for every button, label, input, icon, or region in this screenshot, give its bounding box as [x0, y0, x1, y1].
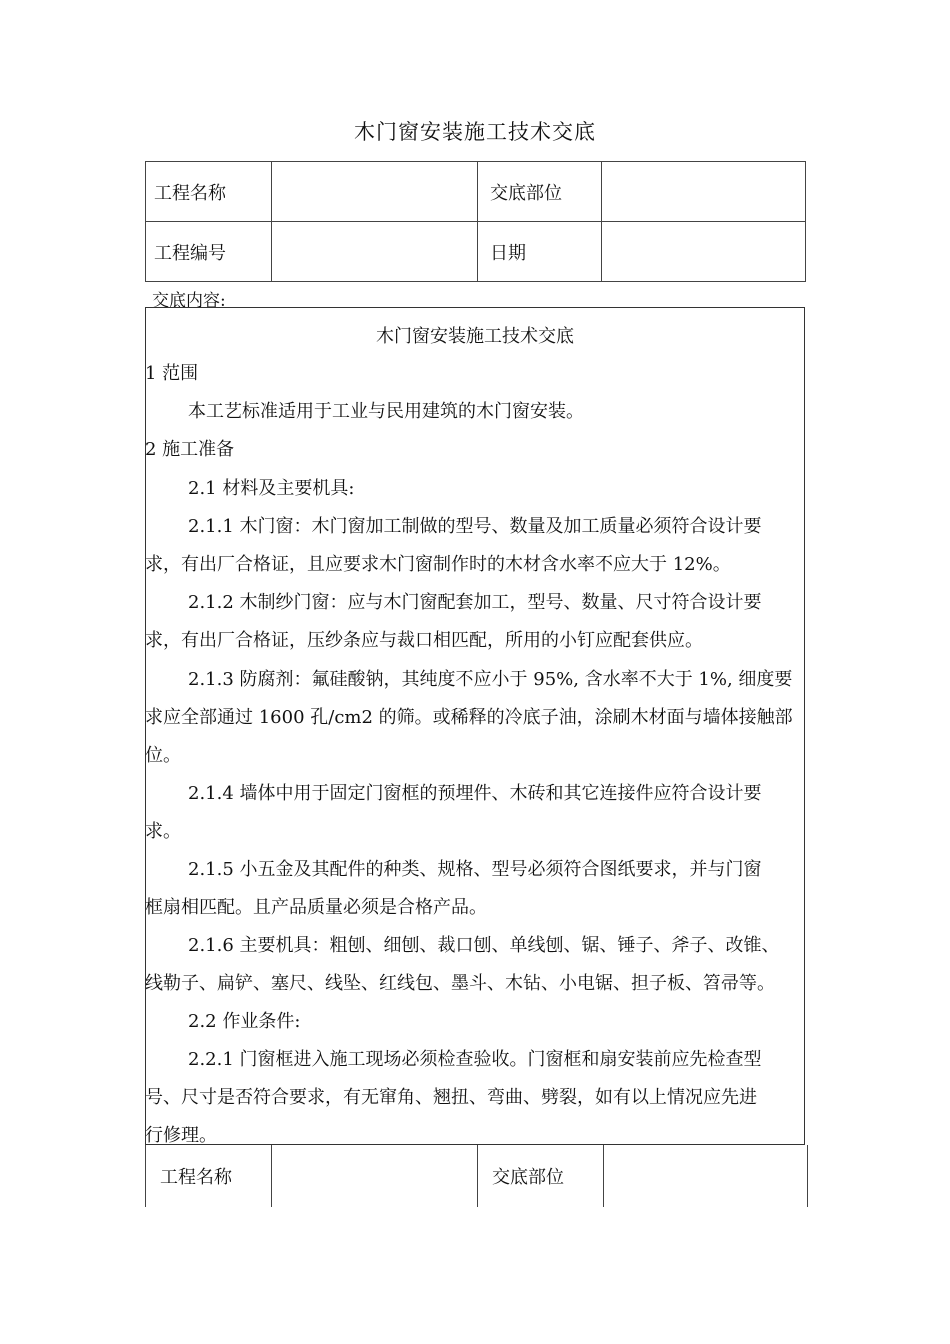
- paragraph-line: 2.1.1 木门窗：木门窗加工制做的型号、数量及加工质量必须符合设计要: [188, 516, 762, 537]
- handover-part-value: [604, 1145, 808, 1207]
- paragraph-line: 本工艺标准适用于工业与民用建筑的木门窗安装。: [188, 401, 584, 422]
- table-row: [146, 1145, 808, 1207]
- paragraph-line: 求。: [145, 821, 181, 842]
- paragraph-line: 求，有出厂合格证，压纱条应与裁口相匹配，所用的小钉应配套供应。: [145, 630, 703, 651]
- table-row: [146, 162, 806, 222]
- paragraph-line: 2.2.1 门窗框进入施工现场必须检查验收。门窗框和扇安装前应先检查型: [188, 1049, 762, 1070]
- project-info-table: [145, 161, 806, 282]
- project-name-value: [272, 162, 478, 222]
- table-row: [146, 222, 806, 282]
- paragraph-line: 2.1.3 防腐剂：氟硅酸钠，其纯度不应小于 95%, 含水率不大于 1%, 细度要: [188, 669, 793, 690]
- handover-part-label: 交底部位: [478, 162, 602, 222]
- project-name-value: [272, 1145, 478, 1207]
- section-heading: 1 范围: [145, 363, 199, 384]
- project-number-label: 工程编号: [146, 222, 272, 282]
- content-title: 木门窗安装施工技术交底: [376, 326, 574, 347]
- project-name-label: 工程名称: [146, 162, 272, 222]
- date-value: [602, 222, 806, 282]
- paragraph-line: 2.1.2 木制纱门窗：应与木门窗配套加工，型号、数量、尺寸符合设计要: [188, 592, 762, 613]
- date-label: 日期: [478, 222, 602, 282]
- subsection-heading: 2.2 作业条件:: [188, 1011, 301, 1032]
- project-name-label: 工程名称: [146, 1145, 272, 1207]
- handover-part-label: 交底部位: [478, 1145, 604, 1207]
- document-title: 木门窗安装施工技术交底: [354, 120, 596, 144]
- paragraph-line: 位。: [145, 745, 181, 766]
- continuation-table: [145, 1145, 808, 1207]
- paragraph-line: 行修理。: [145, 1125, 217, 1146]
- paragraph-line: 求应全部通过 1600 孔/cm2 的筛。或稀释的冷底子油，涂刷木材面与墙体接触部: [145, 707, 793, 728]
- paragraph-line: 线勒子、扁铲、塞尺、线坠、红线包、墨斗、木钻、小电锯、担子板、笤帚等。: [145, 973, 775, 994]
- paragraph-line: 号、尺寸是否符合要求，有无窜角、翘扭、弯曲、劈裂，如有以上情况应先进: [145, 1087, 757, 1108]
- paragraph-line: 2.1.6 主要机具：粗刨、细刨、裁口刨、单线刨、锯、锤子、斧子、改锥、: [188, 935, 780, 956]
- content-label: 交底内容:: [152, 291, 226, 311]
- project-number-value: [272, 222, 478, 282]
- section-heading: 2 施工准备: [145, 439, 235, 460]
- paragraph-line: 2.1.5 小五金及其配件的种类、规格、型号必须符合图纸要求，并与门窗: [188, 859, 762, 880]
- handover-part-value: [602, 162, 806, 222]
- subsection-heading: 2.1 材料及主要机具:: [188, 478, 355, 499]
- paragraph-line: 求，有出厂合格证，且应要求木门窗制作时的木材含水率不应大于 12%。: [145, 554, 731, 575]
- content-box: [145, 307, 805, 1145]
- paragraph-line: 2.1.4 墙体中用于固定门窗框的预埋件、木砖和其它连接件应符合设计要: [188, 783, 762, 804]
- paragraph-line: 框扇相匹配。且产品质量必须是合格产品。: [145, 897, 487, 918]
